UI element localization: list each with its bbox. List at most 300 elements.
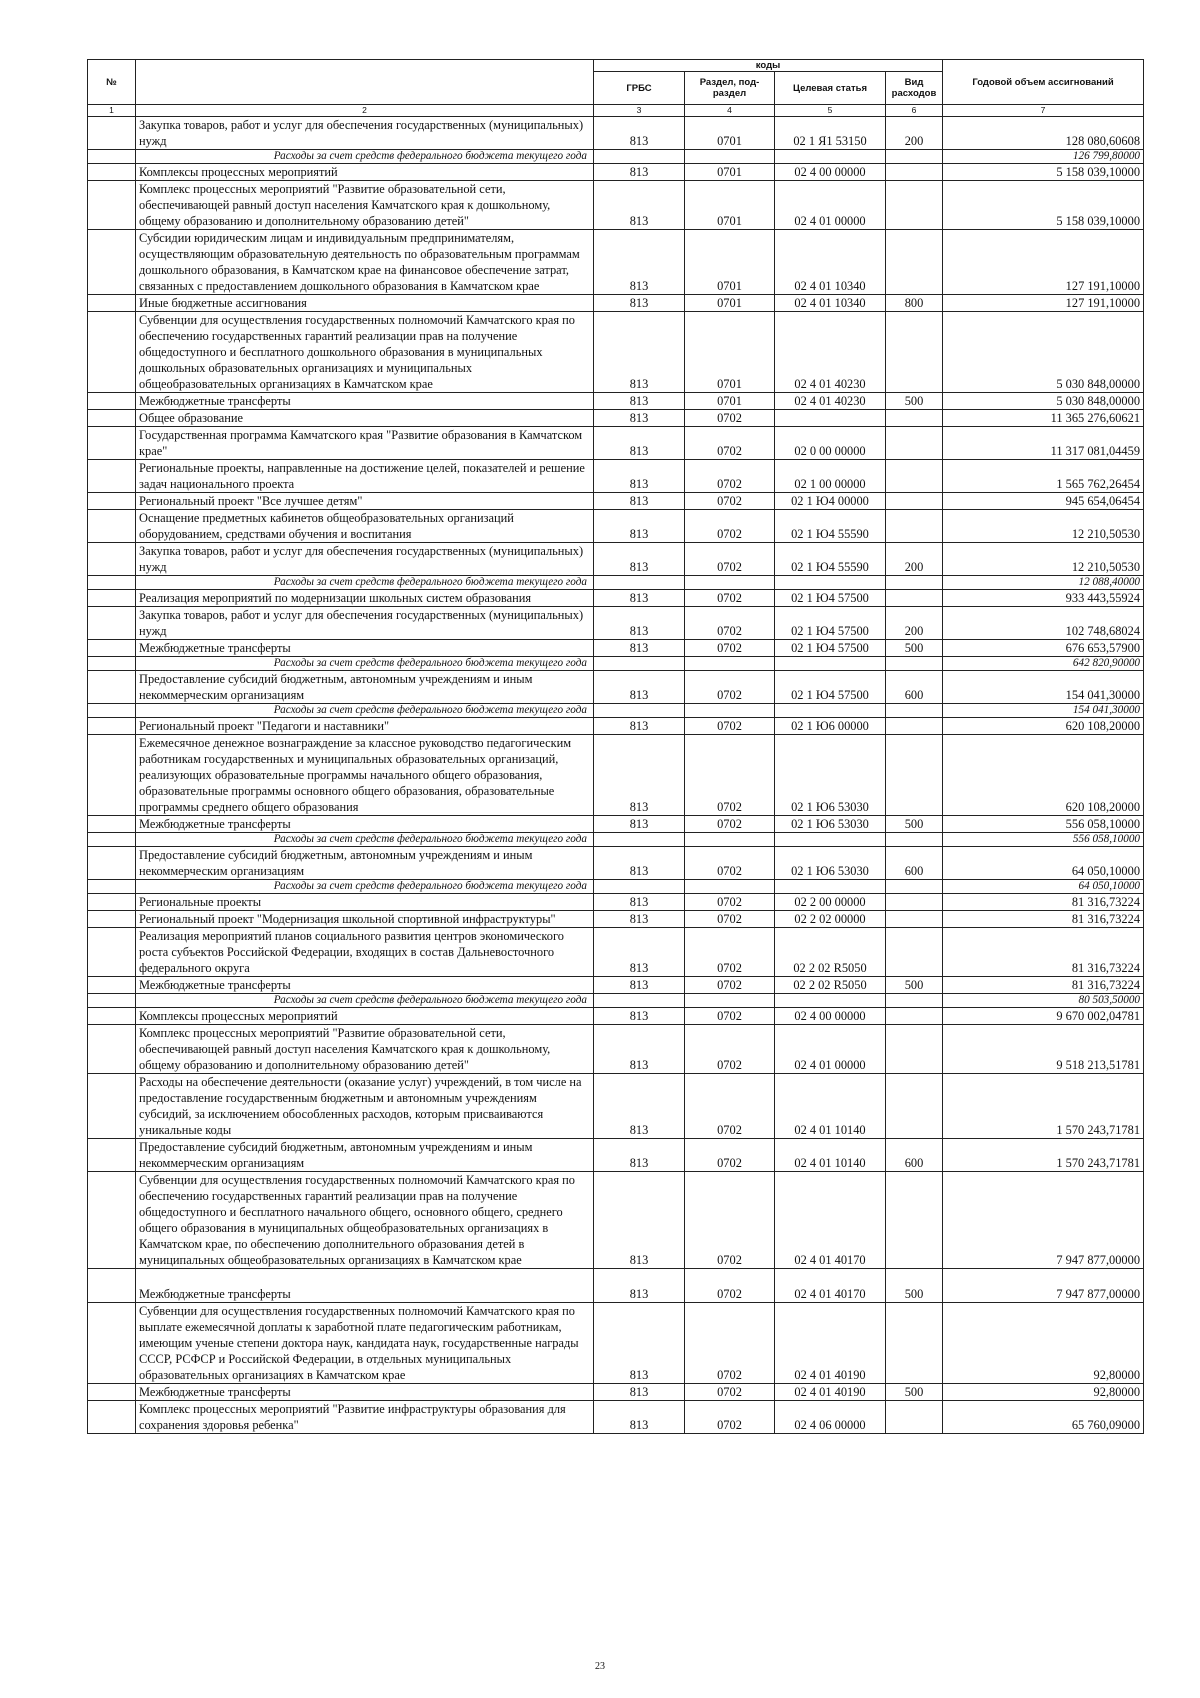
row-kind	[886, 911, 943, 928]
row-name: Межбюджетные трансферты	[136, 977, 594, 994]
col-number-7: 7	[943, 105, 1144, 117]
table-row	[88, 510, 1144, 543]
col-number-5: 5	[775, 105, 886, 117]
row-kind	[886, 1025, 943, 1074]
row-name: Предоставление субсидий бюджетным, автономным учреждениям и иным некоммерческим организациям	[136, 1139, 594, 1172]
row-name: Закупка товаров, работ и услуг для обеспечения государственных (муниципальных) нужд	[136, 117, 594, 150]
row-target: 02 2 00 00000	[775, 894, 886, 911]
row-name: Межбюджетные трансферты	[136, 640, 594, 657]
row-target: 02 4 01 10340	[775, 295, 886, 312]
row-section: 0702	[685, 1303, 775, 1384]
row-target: 02 1 Ю6 00000	[775, 718, 886, 735]
row-target: 02 2 02 R5050	[775, 928, 886, 977]
row-grbs: 813	[594, 1401, 685, 1434]
row-number	[88, 312, 136, 393]
row-target: 02 1 Ю4 55590	[775, 543, 886, 576]
row-kind: 200	[886, 607, 943, 640]
row-name: Комплекс процессных мероприятий "Развитие образовательной сети, обеспечивающей равный доступ населения Камчатского края к дошкольному, общему образованию и дополнительному образованию детей"	[136, 1025, 594, 1074]
row-grbs: 813	[594, 640, 685, 657]
row-kind	[886, 460, 943, 493]
row-amount: 81 316,73224	[943, 894, 1144, 911]
row-amount: 620 108,20000	[943, 735, 1144, 816]
row-name: Межбюджетные трансферты	[136, 1384, 594, 1401]
row-name: Межбюджетные трансферты	[136, 816, 594, 833]
row-grbs: 813	[594, 410, 685, 427]
row-section	[685, 150, 775, 164]
row-name: Расходы за счет средств федерального бюджета текущего года	[136, 994, 594, 1008]
row-amount: 65 760,09000	[943, 1401, 1144, 1434]
row-target: 02 4 01 40190	[775, 1303, 886, 1384]
row-grbs: 813	[594, 847, 685, 880]
row-kind	[886, 230, 943, 295]
row-section: 0702	[685, 460, 775, 493]
col-number-2: 2	[136, 105, 594, 117]
row-section: 0702	[685, 977, 775, 994]
row-grbs: 813	[594, 718, 685, 735]
row-grbs: 813	[594, 671, 685, 704]
row-section: 0702	[685, 590, 775, 607]
row-kind	[886, 312, 943, 393]
row-number	[88, 704, 136, 718]
row-target: 02 2 02 R5050	[775, 977, 886, 994]
row-section: 0702	[685, 847, 775, 880]
row-number	[88, 576, 136, 590]
row-grbs: 813	[594, 427, 685, 460]
row-name: Расходы за счет средств федерального бюджета текущего года	[136, 576, 594, 590]
row-number	[88, 1269, 136, 1303]
table-note-row	[88, 150, 1144, 164]
table-row	[88, 181, 1144, 230]
row-section: 0702	[685, 1074, 775, 1139]
row-name: Субвенции для осуществления государственных полномочий Камчатского края по обеспечению государственных гарантий реализации прав на получение общедоступного и бесплатного начального общего, основного общего, среднего общего образования в муниципальных общеобразовательных организациях в Камчатском крае, по обеспечению дополнительного образования детей в муниципальных общеобразовательных организациях в Камчатском крае	[136, 1172, 594, 1269]
row-amount: 933 443,55924	[943, 590, 1144, 607]
row-number	[88, 894, 136, 911]
row-number	[88, 880, 136, 894]
row-kind	[886, 1008, 943, 1025]
row-section: 0702	[685, 1384, 775, 1401]
row-amount: 5 030 848,00000	[943, 312, 1144, 393]
col-number-6: 6	[886, 105, 943, 117]
row-grbs: 813	[594, 977, 685, 994]
table-row	[88, 816, 1144, 833]
row-number	[88, 230, 136, 295]
row-grbs	[594, 994, 685, 1008]
row-number	[88, 181, 136, 230]
row-amount: 127 191,10000	[943, 230, 1144, 295]
table-row	[88, 640, 1144, 657]
row-kind: 200	[886, 117, 943, 150]
row-amount: 12 088,40000	[943, 576, 1144, 590]
table-row	[88, 590, 1144, 607]
table-note-row	[88, 994, 1144, 1008]
row-name: Закупка товаров, работ и услуг для обеспечения государственных (муниципальных) нужд	[136, 607, 594, 640]
row-name: Реализация мероприятий по модернизации школьных систем образования	[136, 590, 594, 607]
row-amount: 64 050,10000	[943, 847, 1144, 880]
row-section	[685, 657, 775, 671]
row-grbs: 813	[594, 735, 685, 816]
row-name: Предоставление субсидий бюджетным, автономным учреждениям и иным некоммерческим организациям	[136, 847, 594, 880]
row-grbs: 813	[594, 911, 685, 928]
row-amount: 154 041,30000	[943, 671, 1144, 704]
row-name: Расходы за счет средств федерального бюджета текущего года	[136, 833, 594, 847]
row-grbs: 813	[594, 1074, 685, 1139]
row-amount: 5 030 848,00000	[943, 393, 1144, 410]
row-number	[88, 1303, 136, 1384]
row-target: 02 4 01 40170	[775, 1269, 886, 1303]
row-grbs: 813	[594, 312, 685, 393]
row-section: 0702	[685, 510, 775, 543]
row-name: Расходы за счет средств федерального бюджета текущего года	[136, 880, 594, 894]
row-number	[88, 1074, 136, 1139]
row-amount: 126 799,80000	[943, 150, 1144, 164]
row-number	[88, 847, 136, 880]
row-target: 02 1 Ю6 53030	[775, 735, 886, 816]
row-number	[88, 718, 136, 735]
row-amount: 81 316,73224	[943, 928, 1144, 977]
row-kind	[886, 590, 943, 607]
table-row	[88, 1384, 1144, 1401]
row-section	[685, 704, 775, 718]
row-name: Комплексы процессных мероприятий	[136, 1008, 594, 1025]
table-row	[88, 977, 1144, 994]
row-section: 0702	[685, 410, 775, 427]
row-number	[88, 543, 136, 576]
row-grbs: 813	[594, 1139, 685, 1172]
row-kind	[886, 576, 943, 590]
row-kind: 500	[886, 1384, 943, 1401]
table-row	[88, 894, 1144, 911]
row-name: Комплекс процессных мероприятий "Развитие образовательной сети, обеспечивающей равный доступ населения Камчатского края к дошкольному, общему образованию и дополнительному образованию детей"	[136, 181, 594, 230]
row-target	[775, 704, 886, 718]
row-target: 02 1 Ю4 00000	[775, 493, 886, 510]
budget-table	[87, 59, 1144, 1434]
row-number	[88, 928, 136, 977]
header-codes: коды	[594, 60, 943, 72]
row-target: 02 4 00 00000	[775, 1008, 886, 1025]
row-target: 02 1 Ю4 57500	[775, 590, 886, 607]
table-row	[88, 410, 1144, 427]
table-row	[88, 671, 1144, 704]
row-amount: 9 670 002,04781	[943, 1008, 1144, 1025]
row-target: 02 4 00 00000	[775, 164, 886, 181]
row-target: 02 1 Ю6 53030	[775, 816, 886, 833]
row-number	[88, 657, 136, 671]
table-row	[88, 493, 1144, 510]
row-section: 0702	[685, 816, 775, 833]
row-name: Региональные проекты, направленные на достижение целей, показателей и решение задач национального проекта	[136, 460, 594, 493]
row-target: 02 1 Ю4 57500	[775, 607, 886, 640]
header-section: Раздел, под-раздел	[685, 72, 775, 105]
row-grbs: 813	[594, 117, 685, 150]
row-target: 02 4 06 00000	[775, 1401, 886, 1434]
row-target: 02 4 01 10140	[775, 1074, 886, 1139]
row-name: Предоставление субсидий бюджетным, автономным учреждениям и иным некоммерческим организациям	[136, 671, 594, 704]
row-amount: 80 503,50000	[943, 994, 1144, 1008]
row-target: 02 1 Ю6 53030	[775, 847, 886, 880]
table-row	[88, 1303, 1144, 1384]
row-grbs	[594, 657, 685, 671]
table-row	[88, 117, 1144, 150]
row-section	[685, 880, 775, 894]
row-target	[775, 150, 886, 164]
row-target: 02 1 Я1 53150	[775, 117, 886, 150]
row-name: Государственная программа Камчатского края "Развитие образования в Камчатском крае"	[136, 427, 594, 460]
table-row	[88, 1172, 1144, 1269]
row-section: 0702	[685, 928, 775, 977]
row-amount: 127 191,10000	[943, 295, 1144, 312]
table-row	[88, 607, 1144, 640]
row-name: Субвенции для осуществления государственных полномочий Камчатского края по обеспечению государственных гарантий реализации прав на получение общедоступного и бесплатного дошкольного образования в муниципальных дошкольных образовательных организациях и муниципальных общеобразовательных организациях в Камчатском крае	[136, 312, 594, 393]
row-amount: 620 108,20000	[943, 718, 1144, 735]
table-row	[88, 1269, 1144, 1303]
row-target: 02 1 00 00000	[775, 460, 886, 493]
row-kind	[886, 410, 943, 427]
row-number	[88, 671, 136, 704]
table-row	[88, 911, 1144, 928]
row-grbs: 813	[594, 928, 685, 977]
row-section: 0702	[685, 640, 775, 657]
row-kind	[886, 704, 943, 718]
row-target: 02 4 01 00000	[775, 1025, 886, 1074]
row-number	[88, 640, 136, 657]
row-target: 02 4 01 40230	[775, 312, 886, 393]
row-kind	[886, 657, 943, 671]
row-number	[88, 510, 136, 543]
row-grbs	[594, 833, 685, 847]
col-number-3: 3	[594, 105, 685, 117]
row-name: Общее образование	[136, 410, 594, 427]
row-grbs: 813	[594, 816, 685, 833]
row-number	[88, 816, 136, 833]
row-section: 0702	[685, 735, 775, 816]
row-kind: 500	[886, 1269, 943, 1303]
row-kind: 600	[886, 847, 943, 880]
row-grbs: 813	[594, 1172, 685, 1269]
row-number	[88, 427, 136, 460]
header-annual: Годовой объем ассигнований	[943, 60, 1144, 105]
row-amount: 11 317 081,04459	[943, 427, 1144, 460]
row-amount: 642 820,90000	[943, 657, 1144, 671]
row-amount: 64 050,10000	[943, 880, 1144, 894]
table-row	[88, 847, 1144, 880]
row-grbs: 813	[594, 181, 685, 230]
row-number	[88, 977, 136, 994]
row-grbs: 813	[594, 590, 685, 607]
row-section: 0701	[685, 181, 775, 230]
header-name	[136, 60, 594, 105]
row-name: Расходы за счет средств федерального бюджета текущего года	[136, 150, 594, 164]
row-grbs: 813	[594, 493, 685, 510]
row-number	[88, 607, 136, 640]
row-target: 02 1 Ю4 55590	[775, 510, 886, 543]
row-section: 0701	[685, 295, 775, 312]
row-section: 0702	[685, 911, 775, 928]
row-kind	[886, 1172, 943, 1269]
row-target: 02 1 Ю4 57500	[775, 671, 886, 704]
row-grbs: 813	[594, 1269, 685, 1303]
row-number	[88, 911, 136, 928]
row-number	[88, 460, 136, 493]
row-kind: 200	[886, 543, 943, 576]
row-amount: 128 080,60608	[943, 117, 1144, 150]
table-row	[88, 1025, 1144, 1074]
row-amount: 7 947 877,00000	[943, 1172, 1144, 1269]
row-amount: 81 316,73224	[943, 977, 1144, 994]
row-amount: 5 158 039,10000	[943, 181, 1144, 230]
row-amount: 556 058,10000	[943, 816, 1144, 833]
row-grbs: 813	[594, 164, 685, 181]
table-row	[88, 735, 1144, 816]
row-section: 0702	[685, 607, 775, 640]
row-number	[88, 410, 136, 427]
table-row	[88, 393, 1144, 410]
row-grbs	[594, 150, 685, 164]
row-number	[88, 994, 136, 1008]
row-number	[88, 833, 136, 847]
table-row	[88, 1008, 1144, 1025]
row-grbs: 813	[594, 393, 685, 410]
row-amount: 154 041,30000	[943, 704, 1144, 718]
row-section: 0702	[685, 1172, 775, 1269]
row-target: 02 4 01 40230	[775, 393, 886, 410]
row-amount: 12 210,50530	[943, 510, 1144, 543]
row-amount: 5 158 039,10000	[943, 164, 1144, 181]
row-kind	[886, 164, 943, 181]
row-kind: 500	[886, 393, 943, 410]
row-section: 0702	[685, 671, 775, 704]
table-row	[88, 718, 1144, 735]
row-amount: 1 570 243,71781	[943, 1139, 1144, 1172]
row-number	[88, 393, 136, 410]
row-number	[88, 1401, 136, 1434]
row-target	[775, 410, 886, 427]
page-number: 23	[595, 1661, 605, 1672]
row-name: Комплекс процессных мероприятий "Развитие инфраструктуры образования для сохранения здоровья ребенка"	[136, 1401, 594, 1434]
table-row	[88, 1074, 1144, 1139]
row-target	[775, 833, 886, 847]
row-kind	[886, 894, 943, 911]
row-kind	[886, 427, 943, 460]
row-number	[88, 1025, 136, 1074]
col-number-1: 1	[88, 105, 136, 117]
row-target	[775, 657, 886, 671]
row-section	[685, 576, 775, 590]
row-section: 0702	[685, 894, 775, 911]
row-number	[88, 1172, 136, 1269]
row-target: 02 0 00 00000	[775, 427, 886, 460]
row-section: 0702	[685, 718, 775, 735]
row-section	[685, 994, 775, 1008]
row-name: Субвенции для осуществления государственных полномочий Камчатского края по выплате ежемесячной доплаты к заработной плате педагогическим работникам, имеющим ученые степени доктора наук, кандидата наук, государственные награды СССР, РСФСР и Российской Федерации, в отдельных муниципальных образовательных организациях в Камчатском крае	[136, 1303, 594, 1384]
row-section: 0702	[685, 1139, 775, 1172]
row-amount: 92,80000	[943, 1303, 1144, 1384]
row-number	[88, 1139, 136, 1172]
row-number	[88, 117, 136, 150]
row-name: Оснащение предметных кабинетов общеобразовательных организаций оборудованием, средствами обучения и воспитания	[136, 510, 594, 543]
row-kind	[886, 1074, 943, 1139]
row-section: 0702	[685, 1269, 775, 1303]
row-number	[88, 164, 136, 181]
row-grbs: 813	[594, 1025, 685, 1074]
row-name: Комплексы процессных мероприятий	[136, 164, 594, 181]
col-number-4: 4	[685, 105, 775, 117]
row-kind	[886, 928, 943, 977]
row-grbs	[594, 704, 685, 718]
row-section: 0701	[685, 164, 775, 181]
header-num: №	[88, 60, 136, 105]
row-kind	[886, 1401, 943, 1434]
row-kind	[886, 880, 943, 894]
row-grbs: 813	[594, 543, 685, 576]
row-amount: 9 518 213,51781	[943, 1025, 1144, 1074]
row-number	[88, 735, 136, 816]
row-target	[775, 880, 886, 894]
row-grbs: 813	[594, 230, 685, 295]
table-row	[88, 295, 1144, 312]
row-amount: 81 316,73224	[943, 911, 1144, 928]
row-name: Реализация мероприятий планов социального развития центров экономического роста субъектов Российской Федерации, входящих в состав Дальневосточного федерального округа	[136, 928, 594, 977]
row-kind: 500	[886, 977, 943, 994]
table-row	[88, 427, 1144, 460]
row-section: 0702	[685, 1401, 775, 1434]
row-kind: 800	[886, 295, 943, 312]
row-kind	[886, 735, 943, 816]
row-amount: 11 365 276,60621	[943, 410, 1144, 427]
row-number	[88, 590, 136, 607]
row-section: 0702	[685, 1025, 775, 1074]
row-number	[88, 493, 136, 510]
row-grbs: 813	[594, 295, 685, 312]
row-name: Расходы за счет средств федерального бюджета текущего года	[136, 704, 594, 718]
row-section: 0702	[685, 543, 775, 576]
row-kind	[886, 510, 943, 543]
row-grbs: 813	[594, 510, 685, 543]
table-note-row	[88, 576, 1144, 590]
row-section	[685, 833, 775, 847]
row-target: 02 4 01 00000	[775, 181, 886, 230]
row-name: Межбюджетные трансферты	[136, 393, 594, 410]
row-kind	[886, 1303, 943, 1384]
row-target	[775, 994, 886, 1008]
row-section: 0702	[685, 493, 775, 510]
row-name: Расходы на обеспечение деятельности (оказание услуг) учреждений, в том числе на предоставление государственным бюджетным и автономным учреждениям субсидий, за исключением обособленных расходов, которым присваиваются уникальные коды	[136, 1074, 594, 1139]
row-grbs: 813	[594, 1303, 685, 1384]
row-target: 02 4 01 40170	[775, 1172, 886, 1269]
row-amount: 102 748,68024	[943, 607, 1144, 640]
row-section: 0702	[685, 1008, 775, 1025]
table-note-row	[88, 880, 1144, 894]
table-row	[88, 543, 1144, 576]
row-target: 02 4 01 10140	[775, 1139, 886, 1172]
row-name: Ежемесячное денежное вознаграждение за классное руководство педагогическим работникам государственных и муниципальных образовательных организаций, реализующих образовательные программы начального общего образования, образовательные программы основного общего образования, образовательные программы среднего общего образования	[136, 735, 594, 816]
header-target: Целевая статья	[775, 72, 886, 105]
row-section: 0701	[685, 117, 775, 150]
row-name: Иные бюджетные ассигнования	[136, 295, 594, 312]
table-row	[88, 1139, 1144, 1172]
row-target: 02 1 Ю4 57500	[775, 640, 886, 657]
row-kind: 600	[886, 1139, 943, 1172]
row-amount: 556 058,10000	[943, 833, 1144, 847]
table-row	[88, 928, 1144, 977]
row-kind	[886, 718, 943, 735]
budget-sheet	[87, 59, 1143, 1434]
row-kind	[886, 833, 943, 847]
row-section: 0701	[685, 393, 775, 410]
row-name: Региональные проекты	[136, 894, 594, 911]
row-name: Региональный проект "Все лучшее детям"	[136, 493, 594, 510]
row-kind: 500	[886, 816, 943, 833]
row-name: Закупка товаров, работ и услуг для обеспечения государственных (муниципальных) нужд	[136, 543, 594, 576]
